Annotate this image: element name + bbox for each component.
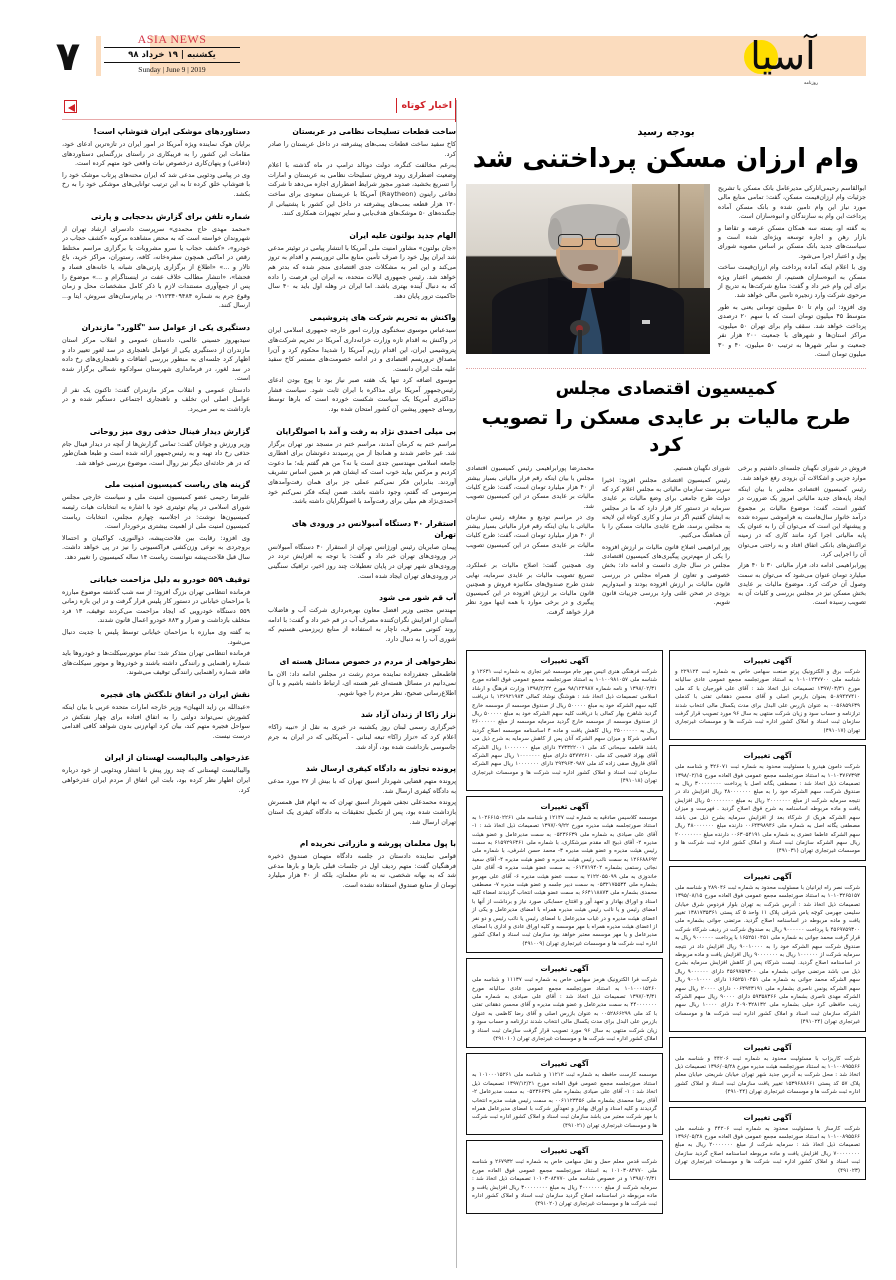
paragraph: ابوالقاسم رحیمی‌انارکی مدیرعامل بانک مسکن با تشریح جزئیات وام ارزان‌قیمت مسکن، گفت: تمامی منابع مالی مورد نیاز این وام تامین شده و بانک مسکن آماده پرداخت این وام به سازندگان و انبوه‌سازان است. <box>718 185 866 221</box>
play-triangle-icon <box>64 100 77 113</box>
legal-notices <box>466 650 866 1214</box>
paragraph: رئیس کمیسیون اقتصادی مجلس با بیان اینکه ایجاد پایه‌های جدید مالیاتی امروز یک ضرورت در کشور است، گفت: موضوع مالیات بر مجموع درآمد خانوار سال‌هاست به فراموشی سپرده شده و پیشنهاد این است که می‌توان آن را به عنوان یک پایه مالیاتی اجرا کرد مانند کاری که در زمینه تراکنش‌های بانکی اتفاق افتاد و به راحتی می‌توان آن را اجرایی کرد. <box>738 485 866 558</box>
paragraph: مراسم ختم به کرمان آمدند، مراسم ختم در مسجد نور تهران برگزار شد. غیر حاضر شدند و همانجا از من پرسیدند دعوتشان برای افطاری جامعه اسلامی مهندسین جدی است یا نه؟ من هم گفتم بله؛ ما دعوت کردیم و مرکس بیاید خوب است که ایشان هم بر همین اساس تشریف آوردند. بنابراین فکر نمی‌کنم عملی جز برای همان رفت‌وآمدهای مرسومی که گفتم، وجود داشته باشد. ضمن اینکه فکر نمی‌کنم خود احمدی‌نژاد هم میلی برای رفت‌وآمد با اصولگرایان داشته باشد. <box>268 439 456 506</box>
paragraph: فروش در شورای نگهبان جلسه‌ای داشتیم و برخی موارد جزیی و اشکالات آن بزودی رفع خواهد شد. <box>738 465 866 482</box>
paragraph: به گفته او، بسته سه همکان مسکن عرضه و تقاضا و بازار رهن و اجاره توسعه ویژه‌ای شده است و سیاست‌های جدید بانک مسکن بر اساس مصوبه شورای پول و اعتبار اجرا می‌شود. <box>718 224 866 260</box>
masthead <box>0 0 896 100</box>
short-news-body <box>62 493 250 562</box>
short-news-column-right <box>62 126 250 1268</box>
brand-name: ASIA NEWS <box>137 32 207 46</box>
paragraph: موسوی اضافه کرد تنها یک هفته صبر نیاز بود تا پوچ بودن ادعای رئیس‌جمهور آمریکا برای مذاکره با ایران ثابت شود. سیاست فشار حداکثری آمریکا یک سیاست شکست خورده است که بارها توسط روسای جمهور پیشین آن کشور امتحان شده بود. <box>268 376 456 414</box>
short-news-body <box>268 326 456 414</box>
short-news-headline: پرونده تجاوز به دادگاه کیفری ارسال شد <box>305 764 456 774</box>
short-news-article[interactable] <box>62 322 250 415</box>
short-news-body <box>62 766 250 795</box>
legal-notice-title: آگهی تغییرات <box>540 1146 589 1156</box>
short-news-headline: شماره تلفن برای گزارش بدحجابی و پارتی <box>90 211 250 221</box>
date-persian: یکشنبه | ۱۹ خرداد ۹۸ <box>128 50 216 60</box>
paragraph: فاطمعلی جعفرزاده نماینده مردم رشت در مجلس ادامه داد: الان ما نمی‌دانیم در مسائل هسته‌ای غیر هسته ای، ارتباط داشته باشیم و با آن اطلاع‌رسانی صحیح، نظر مردم را جویا شویم. <box>268 669 456 697</box>
paragraph: «عبدالله بن زاید النهیان» وزیر خارجه امارات متحده عربی با بیان اینکه کشورش نمی‌تواند دولتی را به اتفاق افتاده برای چهار نفتکش در سواحل فجیره متهم کند، بیان کرد اتهام‌زنی بدون شواهد کافی اقدامی درست نیست. <box>62 702 250 740</box>
short-news-headline: توقیف ۵۵۹ خودرو به دلیل مزاحمت خیابانی <box>89 574 250 584</box>
legal-notice-body: شرکت کاریزاب با مسئولیت محدود به شماره ثبت ۴۴۲۰۶ و شناسه ملی ۱۰۱۰۰۸۹۵۵۶۶ به استناد صورتجلسه هیئت مدیره مورخ ۱۳۹۶/۰۵/۲۸ تصمیمات ذیل اتخاذ شد : محل شرکت به آدرس جدید شهر تهران خیابان شریعتی خیابان معلم پلاک ۵۷ کد پستی ۱۵۳۹۶۸۸۶۶۱ تغییر یافت سازمان ثبت اسناد و املاک کشور اداره ثبت شرکت ها و موسسات غیرتجاری تهران (۴۹۱۰۴۴) <box>675 1055 860 1096</box>
short-news-headline: الهام جدید بولتون علیه ایران <box>349 230 456 240</box>
short-news-headline: بی میلی احمدی نژاد به رفت و آمد با اصولگرایان <box>276 426 456 436</box>
short-news-article[interactable] <box>62 752 250 795</box>
legal-notice-title: آگهی تغییرات <box>743 1042 792 1052</box>
legal-notice-title: آگهی تغییرات <box>743 751 792 761</box>
short-news-headline: ساخت قطعات تسلیحات نظامی در عربستان <box>292 127 456 136</box>
legal-notice[interactable] <box>669 866 866 1032</box>
paragraph: پور ابراهیمی اصلاح قانون مالیات بر ارزش افزوده را یکی از مهم‌ترین پیگیری‌های کمیسیون اقتصادی مجلس در سال جاری دانست و ادامه داد: بخش خصوصی و تعاون از همراه مجلس در بررسی قانون مالیات بر ارزش افزوده بودند و امیدواریم بزودی در صحن علنی وارد بررسی جزییات قانون شویم. <box>602 543 730 607</box>
short-news-headline: عذرخواهی والیبالیست لهستان از ایران <box>104 753 250 763</box>
feature-photo <box>466 184 710 354</box>
short-news-headline: نزار زاکا از زندان آزاد شد <box>360 710 456 720</box>
paragraph: وی با اعلام اینکه آماده پرداخت وام ارزان‌قیمت ساخت مسکن به انبوه‌سازان هستیم، از تخصیص اعتبار ویژه برای این وام خبر داد و گفت: منابع شرکت‌ها به تدریج از مرحوی شرکت وارد زنجیره تامین مالی خواهد شد. <box>718 264 866 300</box>
logo <box>742 26 824 88</box>
legal-notice[interactable] <box>669 650 866 740</box>
short-news-headline: آب قم شور می شود <box>379 593 456 603</box>
legal-notice[interactable] <box>669 1107 866 1180</box>
short-news-headline: گزارش دیدار فینال حذفی روی میز روحانی <box>89 426 250 436</box>
short-news-article[interactable] <box>62 126 250 200</box>
legal-notice-title: آگهی تغییرات <box>540 964 589 974</box>
paragraph: «جان بولتون» مشاور امنیت ملی آمریکا با انتشار پیامی در توئیتر مدعی شد ایران پول خود را صرف تأمین منابع مالی تروریسم و اقدام به تروز می‌کند و این امر به مشکلات جدی اقتصادی منجر شده که بدتر هم خواهد شد. رئیس جمهوری ایالات متحده، به ایران این فرصت را داده که به دنبال آینده بهتری باشد. اما ایران در وهله اول باید به ۴۰ سال حاکمیت ترور پایان دهد. <box>268 243 456 300</box>
legal-notice[interactable] <box>669 745 866 860</box>
logo-subtext: روزنامه <box>804 81 818 86</box>
photo-microphone-stem <box>578 330 582 354</box>
legal-notice-title: آگهی تغییرات <box>540 656 589 665</box>
legal-notice-title: آگهی تغییرات <box>743 656 792 665</box>
paragraph: قوامی نماینده دادستان در جلسه دادگاه متهمان صندوق ذخیره فرهنگیان گفت: متهم ردیف اول در جلسات قبلی بارها و بارها مدعی شد که به بهانه شخصی، نه به نام معلمان، بلکه از ۴۰ هزار میلیارد تومان از منابع صندوق استفاده نشده است. <box>268 852 456 889</box>
feature-body-col-1 <box>466 464 594 617</box>
feature-headline: وام ارزان مسکن پرداختنی شد <box>472 144 860 174</box>
page-number: ۷ <box>55 34 81 80</box>
logo-text: آسیا <box>750 34 816 78</box>
paragraph: خبرگزاری رسمی لبنان روز یکشنبه در خبری به نقل از «نبیه زاکا» اعلام کرد که «نزار زاکا» تبعه لبنانی - آمریکایی که در ایران به جرم جاسوسی بازداشت شده بود، آزاد شد. <box>268 723 456 751</box>
paragraph: والیبالیست لهستانی که چند روز پیش با انتشار ویدئویی از خود درباره ایران اظهار نظر کرده بود، بابت این اتفاق از مردم ایران عذرخواهی کرد. <box>62 766 250 794</box>
paragraph: دادستان عمومی و انقلاب مرکز مازندران گفت: تاکنون یک نفر از عوامل اصلی این تخلف و ناهنجاری اجتماعی دستگیر شده و در بازداشت به سر می‌برد. <box>62 385 250 414</box>
paragraph: «محمد مهدی حاج محمدی» سرپرست دادسرای ارشاد تهران از شهروندان خواسته است که به محض مشاهده مرکوبه «کشف حجاب در خودرو»، «کشف حجاب یا سرو مشروبات یا برگزاری مراسم مختلط رقص در اماکنی همچون سفره‌خانه، کافه، رستوران، مراکز خرید، باغ تالار و ...» «اطلاع از برگزاری پارتی‌های شبانه یا خانه‌های فساد و فحشا»، «انتشار مطالب خلاف عفت در اینستاگرام و ...» موضوع را پس از جمع‌آوری مستندات لازم با ذکر کامل مشخصات محل و زمان وقوع جرم به شماره ۰۹۱۲۳۴۰۹۴۸۴ در پیام‌رسان‌های سروش، ایتا و... ارسال کنند. <box>62 224 250 310</box>
section-title: اخبار کوتاه <box>396 98 456 113</box>
paragraph: محمدرضا پورابراهیمی رئیس کمیسیون اقتصادی مجلس با بیان اینکه رقم فرار مالیاتی بسیار بیشتر از ۴۰ هزار میلیارد تومان است، گفت: طرح کلیات مالیات بر عایدی مسکن در این کمیسیون تصویب شد. <box>466 465 594 510</box>
short-news-article[interactable] <box>268 763 456 827</box>
legal-notice-body: شرکت فرهنگی هنری اتیس مهر جام موسسه غیر تجاری به شماره ثبت ۱۲۶۳۱ و شناسه ملی ۱۰۱۰۰۹۸۱۰۵۷ به استناد صورتجلسه مجمع عمومی فوق العاده مورخ ۱۳۹۸/۰۲/۳۱ و نامه شماره ۹۸/۱۲۴۹۸۷ مورخ ۱۳۹۸/۲/۲۲ وزارت فرهنگ و ارشاد اسلامی تصمیمات ذیل اتخاذ شد : هوشنگ نوشاد کمالی ۱۳۶۹۲۱۹۸۳ با دریافت کلیه سهم الشرکه خود به مبلغ ۵۰۰۰۰۰ ریال از صندوق موسسه از موسسه خارج گردید شاهرخ بهار کمالی با دریافت کلیه سهم الشرکه خود به مبلغ ۵۰۰۰۰۰ ریال از صندوق موسسه از موسسه خارج گردید سرمایه موسسه از مبلغ ۲۶۰۰۰۰۰۰ ریال به ۲۵۰۰۰۰۰۰ ریال کاهش یافت و ماده ۴ اساسنامه موسسه اصلاح گردید اسامی شرکا و میزان سهم الشرکه آنان پس از کاهش سرمایه به شرح ذیل می باشد فاطمه سبحانی کد ملی ۴۷۳۳۲۲۰۰۱ دارای مبلغ ۱۰۰۰۰۰۰۰ ریال الشرکه آقای بهزاد لاهیجی کد ملی ۵۴۷۷۲۶۱۰ دارای مبلغ ۱۰۰۰۰۰۰۰ ریال سهم الشرکه آقای فاروق صفی زاده کد ملی ۲۹۴۹۶۳۰۹۸۷ دارای ۱۰۰۰۰۰۰۰ ریال سهم الشرکه سازمان ثبت اسناد و املاک کشور اداره ثبت شرکت ها و موسسات غیرتجاری تهران (۴۹۱۰۱۸) <box>472 669 658 785</box>
short-news-headline: گزینه های ریاست کمیسیون امنیت ملی <box>104 480 250 490</box>
feature-kicker: بودجه رسید <box>637 127 695 138</box>
photo-subject-glasses <box>558 234 620 247</box>
legal-notice[interactable] <box>466 650 663 791</box>
paragraph: وی همچنین گفت: اصلاح مالیات بر عملکرد، تسریع تصویب مالیات بر عایدی سرمایه، نهایی شدن طرح صندوق‌های مکانیزه فروش و همچنین قانون مالیات بر ارزش افزوده در این کمیسیون پیگیری و در برخی موارد با همه اینها مورد نظر قرار خواهد گرفت. <box>466 562 594 616</box>
date-english: Sunday | June 9 | 2019 <box>138 65 206 74</box>
short-news-article[interactable] <box>268 656 456 699</box>
paragraph: پرونده متهم قضایی شهردار اسبق تهران که با بیش از ۲۷ مورد مدعی به دادگاه کیفری ارسال شد. <box>268 777 456 795</box>
paragraph: کاخ سفید ساخت قطعات بمب‌های پیشرفته در داخل عربستان را صادر کرد. <box>268 140 456 158</box>
legal-notice-title: آگهی تغییرات <box>743 871 792 881</box>
short-news-body <box>62 336 250 415</box>
short-news-article[interactable] <box>62 479 250 562</box>
feature-lead-row <box>466 184 866 361</box>
legal-notice-body: شرکت برق و الکترونیک پرتو صنعت سهامی خاص به شماره ثبت ۲۲۹۱۲۴ و شناسه ملی ۱۰۱۰۱۲۳۷۷۰۰ به استناد صورتجلسه مجمع عمومی عادی سالیانه مورخ ۱۳۹۷/۰۳/۳۱ تصمیمات ذیل اتخاذ شد : آقای علی قورجیان با کد ملی ۵۰۸۹۴۲۷۴۱۰ بعنوان بازرس اصلی و آقای محسن دهقانی تفتی با کدملی ۰۰۵۶۸۵۹۶۳۹ به عنوان بازرس علی البدل برای مدت یکسال مالی انتخاب شدند ترازنامه و حساب سود و زیان شرکت منتهی به سال ۹۶ مورد تصویب قرار گرفت سازمان ثبت اسناد و املاک کشور اداره ثبت شرکت ها و موسسات غیرتجاری تهران (۴۹۱۰۱۷) <box>675 669 861 734</box>
paragraph: سیدبهروز حسینی عالمی، دادستان عمومی و انقلاب مرکز استان مازندران از دستگیری یکی از عوامل ناهنجاری در سد لغور تعییر داد و اظهار کرد جلسه‌ای به منظور بررسی اتفاقات و ناهنجاری‌های رخ داده در سد لغور، در فرمانداری شهرستان سوادکوه شمالی برگزار شده است. <box>62 335 250 383</box>
masthead-band-right <box>818 36 866 76</box>
legal-notice-body: شرکت فرا الکترونیک هرمز سهامی خاص به شماره ثبت ۱۱۱۳۷ و شناسه ملی ۱۰۱۰۰۰۱۵۴۶۰ به استناد صورتجلسه مجمع عمومی عادی سالیانه مورخ ۱۳۹۷/۰۳/۳۱ تصمیمات ذیل اتخاذ شد : آقای علی صیادی به شماره ملی ۴۴۰۰۰۰۰۰۰ به سمت مدیرعامل و عضو هیئت مدیره و آقای محسن دهقانی تفتی با کد ملی ۰۰۵۲۸۶۶۲۹۹ به عنوان بازرس اصلی و آقای رضا کاظمی به عنوان بازرس علی البدل برای مدت یکسال مالی انتخاب شدند ترازنامه و حساب سود و زیان شرکت منتهی به سال ۹۶ مورد تصویب قرار گرفت سازمان ثبت اسناد و املاک کشور اداره ثبت شرکت ها و موسسات غیرتجاری تهران (۴۹۱۰۱۰) <box>472 977 657 1043</box>
paragraph: وی در پیامی ودئویی مدعی شد که ایران محنه‌های پرتاب موشک خود را با فتوشاپ خلق کرده تا به این ترتیب توانایی‌های موشکی خود را به رخ بکشد. <box>62 170 250 198</box>
short-news-article[interactable] <box>268 709 456 752</box>
legal-notice-body: موسسه کلاسیس صادقیه به شماره ثبت ۱۲۱۴۷ و شناسه ملی ۱۰۲۶۶۱۵۰۲۲۶۱ به استناد صورتجلسه هیئت مدیره مورخ ۱۳۹۷/۰۹/۲۲ تصمیمات ذیل اتخاذ شد : ۱- آقای علی صیادی به شماره ملی ۰۵۲۳۶۶۳۹ به سمت مدیرعامل و عضو هیئت مدیره ۲- آقای ذبیح اله مقدم میرشکاری، با شماره ملی ۶۱۵۹۲۹۶۳۶۱ به سمت رئیس هیئت مدیره و عضو هیئت مدیره ۳- محمد حسن اشرفی، با شماره ملی ۱۲۶۶۸۸۶۹۲ به سمت نائب رئیس هیئت مدیره و عضو هیئت مدیره ۴- آقای سعید نجاتی رستمی بشماره ۰۶۱۴۷۱۹۴۰۲ به سمت عضو هیئت مدیره ۵- آقای علی خاندوزی به ملی ۲۱۲۲۰۵۵۰۹۹ به سمت عضو هیئت مدیره ۶- آقای علی مهرجو بشماره ملی ۰۵۳۲۱۷۵۵۳۴ به سمت دبیر جلسه و عضو هیئت مدیره ۷- مصطفی محمدی بشماره ملی ۶۶۴۱۱۸۸۷۳ به سمت عضو هیئت انتخاب گردیدند امضاء کلیه اسناد و اوراق بهادار و تعهد آور و افتتاح حسابکی صورد نیاز و برداشت از آنها با امضای رئیس و یا نائب رئیس هیئت مدیره همراه با امضای مدیرعامل و یکی از اعضای هیئت مدیره و در غیاب مدیرعامل با امضای رئیس یا نائب رئیس و دو نفر از اعضای هیئت مدیره همراه با مهر موسسه و کلیه اوراق عادی و اداری با امضای مدیرعامل و یا مهر موسسه معتبر خواهد بود سازمان ثبت اسناد و املاک کشور اداره ثبت شرکت ها و موسسات غیرتجاری تهران (۴۹۱۰۰۹) <box>472 814 658 947</box>
paragraph: پورابراهیمی ادامه داد، فرار مالیاتی ۳۰ تا ۴۰ هزار میلیارد تومان عنوان می‌شود که می‌توان به سمت وصول آن حرکت کرد. موضوع مالیات بر عایدی بخش مسکن نیز در مجلس بررسی و کلیات آن به تصویب رسیده است. <box>738 562 866 607</box>
short-news-headline: نظرخواهی از مردم در خصوص مسائل هسته ای <box>279 656 456 666</box>
paragraph: وی افزود: این وام تا ۵۰ میلیون تومانی یعنی به طور متوسط ۴۵ میلیون تومان است که با سهم ۲۰ درصدی پرداخت خواهد شد. سقف وام برای تهران ۵۰ میلیون، مراکز استان‌ها و شهرهای با جمعیت ۲۰۰ هزار نفر جمعیت و سایر شهرها به ترتیب ۵۰ میلیون، ۴۰ و ۳۰ میلیون تومان است. <box>718 303 867 358</box>
short-news-body <box>62 140 250 200</box>
short-news-body <box>62 588 250 678</box>
feature-body-columns <box>466 464 866 619</box>
paragraph: مهندس مجتبی وزیر افضل معاون بهره‌برداری شرکت آب و فاضلاب استان از افزایش نگران‌کننده مصرف آب در قم خبر داد و گفت: با ادامه روند کنونی مصرف، ناچار به استفاده از منابع زیرزمینی هستیم که شوری آب را به دنبال دارد. <box>268 606 456 643</box>
feature-body-col-3 <box>738 464 866 607</box>
short-news-body <box>62 440 250 469</box>
short-news-article[interactable] <box>268 230 456 302</box>
short-news-article[interactable] <box>268 838 456 890</box>
paragraph: برایان هوک نماینده ویژه آمریکا در امور ایران در تازه‌ترین ادعای خود، مقامات این کشور را به فریبکاری در راستای بزرگنمایی دستاوردهای (دفاعی) و پنهان‌کاری درخصوص نیات واقعی خود متهم کرده است. <box>62 140 250 168</box>
feature-subhead-line1: کمیسیون اقتصادی مجلس <box>555 379 777 400</box>
legal-notice-body: موسسه کارست حافظه به شماره ثبت ۱۱۲۱۲ و شناسه ملی ۱۰۱۰۰۰۱۵۲۶۱ به استناد صورتجلسه مجمع عمومی فوق العاده مورخ ۱۳۹۷/۱۲/۲۱ تصمیمات ذیل اتخاذ شد : ۱- آقای علی صیادی بشماره ملی ۰۵۲۳۶۶۳۹ به سمت مدیرعامل ۲- آقای رضا محمدی بشماره ملی ۰۰۶۱۱۲۳۴۵۶ به سمت رئیس هیئت مدیره انتخاب گردیدند و کلیه اسناد و اوراق بهادار و تعهدآور شرکت با امضای مدیرعامل همراه با مهر شرکت معتبر می باشد سازمان ثبت اسناد و املاک کشور اداره ثبت شرکت ها و موسسات غیرتجاری تهران (۴۹۱۰۲۱) <box>472 1072 657 1129</box>
paragraph: وی در مراسم تودیع و معارفه رئیس سازمان مالیاتی با بیان اینکه رقم فرار مالیاتی بسیار بیشتر از ۴۰ هزار میلیارد تومان است، گفت: طرح کلیات مالیات بر عایدی مسکن در این کمیسیون تصویب شد. <box>466 513 594 558</box>
paragraph: پرونده محمدعلی نجفی شهردار اسبق تهران که به اتهام قتل همسرش بازداشت شده بود، پس از تکمیل تحقیقات به دادگاه کیفری یک استان تهران ارسال شد. <box>268 798 456 826</box>
paragraph: فرمانده انتظامی تهران متذکر شد: تمام موتورسیکلت‌ها و خودروها باید شماره راهنمایی و رانندگی داشته باشند و خودروها و موتور سیکلت‌های فاقد شماره راهنمایی رانندگی توقیف می‌شوند. <box>62 649 250 677</box>
paragraph: وزیر ورزش و جوانان گفت: تمامی گزارش‌ها از آنچه در دیدار فینال جام حذفی رخ داد تهیه و به رئیس‌جمهور ارائه شده است و طبعا همان‌طور که در هر حادثه‌ای دیگر نیز روال است، موضوع بررسی خواهد شد. <box>62 439 250 467</box>
short-news-column-left <box>268 126 456 1268</box>
short-news-headline: با پول معلمان پورشه و مازراتی نخریده ام <box>299 839 456 849</box>
paragraph: به گفته وی مبارزه با مزاحمان خیابانی توسط پلیس با جدیت دنبال می‌شود. <box>62 627 250 646</box>
photo-subject-mouth <box>578 264 598 271</box>
legal-notice[interactable] <box>466 1053 663 1135</box>
column-divider <box>456 100 457 1268</box>
paragraph: شورای نگهبان هستیم. <box>673 465 730 473</box>
short-news-headline: دستگیری یکی از عوامل سد "گلورد" مازندران <box>81 322 250 332</box>
short-news-body <box>268 852 456 890</box>
short-news-headline: استقرار ۴۰ دستگاه آمبولانس در ورودی های تهران <box>291 518 456 539</box>
short-news-body <box>62 703 250 741</box>
paragraph: فرمانده انتظامی تهران بزرگ افزود: از سه شب گذشته موضوع مبارزه با مزاحمان خیابانی در دستور کار پلیس قرار گرفت و در این بازه زمانی ۵۵۹ دستگاه خودرویی که ایجاد مزاحمت می‌کردند توقیف، ۱۳ فرد متخلف بازداشت و ضرار و ۸۸۳ خودرو اعمال قانون شدند. <box>62 587 250 625</box>
short-news-body <box>268 244 456 302</box>
short-news-headline: نقش ایران در اتفاق تلنگکش های فجیره <box>100 689 250 699</box>
short-news-article[interactable] <box>62 574 250 678</box>
short-news-zone <box>62 126 456 1268</box>
short-news-article[interactable] <box>62 426 250 469</box>
paragraph: پیمان صابریان رئیس اورژانس تهران از استقرار ۴۰ دستگاه آمبولانس در ورودی‌های تهران خبر داد و گفت: با توجه به افزایش تردد در ورودی‌های شهر تهران در پایان تعطیلات چند روز اخیر، ترافیک سنگینی در ورودی‌های تهران ایجاد شده است. <box>268 542 456 580</box>
paragraph: علیرضا رحیمی عضو کمیسیون امنیت ملی و سیاست خارجی مجلس شورای اسلامی در پیام توئیتری خود با اشاره به انتخابات هیات رئیسه کمیسیون‌ها نوشت: در اجلاسیه چهارم مجلس، انتخابات ریاست کمیسیون امنیت ملی از اهمیت بیشتری برخوردار است. <box>62 493 250 531</box>
notices-column-right <box>466 650 663 1214</box>
legal-notice-body: شرکت کارساز با مسئولیت محدود به شماره ثبت ۴۴۲۰۶ و شناسه ملی ۱۰۱۰۰۸۹۵۵۶۶ به استناد صورتجلسه مجمع عمومی فوق العاده مورخ ۱۳۹۶/۰۵/۲۸ تصمیمات ذیل اتخاذ شد : سرمایه شرکت از مبلغ ۲۰۰۰۰۰۰۰ ریال به مبلغ ۷۰۰۰۰۰۰۰۰ ریال افزایش یافت و ماده مربوطه اساسنامه اصلاح گردید سازمان ثبت اسناد و املاک کشور اداره ثبت شرکت ها و موسسات غیرتجاری تهران (۴۹۱۰۲۳) <box>675 1125 860 1174</box>
short-news-headline: واکنش به تحریم شرکت های پتروشیمی <box>309 313 456 323</box>
short-news-body <box>268 606 456 644</box>
photo-lapel-pin <box>642 320 650 324</box>
paragraph: رئیس کمیسیون اقتصادی مجلس افزود: اخیرا سرپرست سازمان مالیاتی به مجلس اعلام کرد که دولت طرح جامعی برای وضع مالیات بر عایدی سرمایه در دستور کار قرار دارد که ما در مجلس به ایشان گفتیم اگر در ساز و کاری کوتاه این لایحه به مجلس برسد، طرح عایدی مالیات مسکن را با آن هماهنگ می‌کنیم. <box>602 476 730 540</box>
paragraph: وی افزود: رقابت بین فلاحت‌پیشه، ذوالنوری، کواکبیان و احتمالا بروجردی به نوعی وزن‌کشی فراکسیونی را نیز در پی خواهد داشت. سال قبل فلاحت‌پیشه نتوانست ریاست ۱۴ ساله کمیسیون را تغییر دهد. <box>62 533 250 561</box>
legal-notice-body: شرکت قدس معلم حمل و نقل سهامی خاص به شماره ثبت ۲۶۷۹۳۲ و شناسه ملی ۱۰۱۰۳۰۸۴۷۷۰ به استناد صورتجلسه مجمع عمومی فوق العاده مورخ ۱۳۹۸/۰۲/۳۱ و در خصوص شناسه ملی ۱۰۱۰۳۰۸۴۷۷۰ تصمیمات ذیل اتخاذ شد : سرمایه شرکت از مبلغ ۴۰۰۰۰۰۰۰ ریال به مبلغ ۳۰۰۰۰۰۰۰۰ ریال افزایش یافت و ماده مربوطه در اساسنامه اصلاح گردید سازمان ثبت اسناد و املاک کشور اداره ثبت شرکت ها و موسسات غیرتجاری تهران (۴۹۱۰۲۰) <box>472 1159 658 1208</box>
legal-notice-title: آگهی تغییرات <box>540 1059 589 1069</box>
short-news-body <box>268 670 456 699</box>
short-news-article[interactable] <box>62 211 250 311</box>
masthead-info <box>104 32 240 75</box>
short-news-body <box>268 777 456 827</box>
short-news-article[interactable] <box>268 592 456 644</box>
short-news-article[interactable] <box>268 518 456 581</box>
section-bar <box>62 98 456 120</box>
short-news-article[interactable] <box>268 426 456 507</box>
divider-top <box>104 47 240 48</box>
short-news-body <box>268 140 456 219</box>
short-news-body <box>268 723 456 752</box>
short-news-headline: دستاوردهای موشکی ایران فتوشاپ است! <box>93 127 250 136</box>
legal-notice[interactable] <box>466 1140 663 1213</box>
legal-notice-title: آگهی تغییرات <box>743 1112 792 1122</box>
short-news-body <box>268 543 456 581</box>
legal-notice[interactable] <box>669 1037 866 1102</box>
feature-lead-text <box>718 184 866 361</box>
feature-subhead-line2: طرح مالیات بر عایدی مسکن را تصویب کرد <box>481 406 851 457</box>
feature-body-col-2 <box>602 464 730 607</box>
short-news-article[interactable] <box>62 689 250 741</box>
legal-notice-body: شرکت نصر راه ایرانیان با مسئولیت محدود به شماره ثبت ۲۸۹۰۴۶ و شناسه ملی ۱۰۱۰۳۲۶۵۱۵۷ به استناد صورتجلسه مجمع عمومی فوق العاده مورخ ۱۳۹۵/۰۸/۱۵ تصمیمات ذیل اتخاذ شد : آدرس شرکت به تهران بلوار فردوس شرق خیابان سلیمی جهرمی کوچه یاس شرقی پلاک ۱۱ واحد ۵ کد پستی ۱۳۸۱۷۳۵۳۶۱ تغییر یافت و ماده مربوطه در اساسنامه اصلاح گردید. مرتضی جوانی بشماره ملی ۴۵۶۹۷۵۹۳۰۰ با پرداخت ۹۰۰۰۰۰۰ ریال به صندوق شرکت در ردیف شرکاء شرکت قرار گرفت محمد جوانی به شماره ملی ۱۶۵۲۵۱۰۴۵۱ با پرداخت ۹۰۰۰۰۰۰ ریال به صندوق شرکت سهم الشرکه خود را به ۹۰۰۱۰۰۰۰ ریال افزایش داد در نتیجه سرمایه شرکت از ۱۰۰۰۰۰۰ ریال به ۹۰۰۰۰۰۰۰ ریال افزایش یافت و ماده مربوطه در اساسنامه اصلاح گردید. لیست شرکاء پس از کاهش افزایش سرمایه بشرح ذیل می باشد مرتضی جوانی بشماره ملی ۴۵۶۹۷۵۹۳۰۰ دارای ۹۰۰۰۰۰۰ ریال سهم الشرکه محمد جوانی به شماره ملی ۱۶۵۲۵۱۰۴۵۱ دارای ۹۰۰۱۰۰۰۰ ریال سهم الشرکه یونس ناصری بشماره ملی ۰۰۶۴۹۴۳۱۹۱ دارای ۲۰۰۰۰ ریال سهم الشرکه مهدی ناصری بشماره ملی ۵۹۳۵۸۳۶۶ دارای ۹۰۰۰۰ ریال سهم الشرکه زینب حافظی کرد خیلی بشماره ملی ۲۰۹۰۳۲۸۱۳۲ دارای ۱۰۰۰۰ ریال سهم الشرکه سازمان ثبت اسناد و املاک کشور اداره ثبت شرکت ها و موسسات غیرتجاری تهران (۴۹۱۰۲۴) <box>675 884 861 1026</box>
notices-column-left <box>669 650 866 1214</box>
feature-lead-body <box>718 184 866 359</box>
legal-notice-body: شرکت دامون هیدرو با مسئولیت محدود به شماره ثبت ۳۲۶۰۷۱ و شناسه ملی ۱۰۱۰۳۷۶۷۳۹۳ به استناد صورتجلسه مجمع عمومی فوق العاده مورخ ۱۳۹۸/۰۲/۱۵ تصمیمات ذیل اتخاذ شد : مصطفی یگانه اصل با پرداخت ۳۰۰۰۰۰۰۰۰ ریال به صندوق شرکت، سهم الشرکه خود را به مبلغ ۴۸۰۰۰۰۰۰۰ ریال افزایش داد در نتیجه سرمایه شرکت از مبلغ ۲۰۰۰۰۰۰۰ ریال به مبلغ ۵۰۰۰۰۰۰۰۰ ریال افزایش یافت و ماده مربوطه اساسنامه به شرح فوق اصلاح گردید . فهرست و میزان سهم الشرکه هریک از شرکاء بعد از افزایش سرمایه بشرح ذیل می باشد مصطفی یگانه اصل به شماره ملی ۰۰۶۴۳۹۸۹۴۶ دارنده مبلغ ۴۸۰۰۰۰۰۰۰ ریال سهم الشرکه عاطما عضری به شماره ملی ۰۰۶۳۰۵۴۱۹۱ دارنده مبلغ ۲۰۰۰۰۰۰۰۰ ریال سهم الشرکه سازمان ثبت اسناد و املاک کشور اداره ثبت شرکت ها و موسسات غیرتجاری تهران (۴۹۱۰۳۱) <box>675 764 861 855</box>
paragraph: به‌رغم مخالفت کنگره، دولت دونالد ترامپ در ماه گذشته با اعلام وضعیت اضطراری روند فروش تسلیحات نظامی به عربستان و امارات را تسریع بخشید، صدور مجوز شرایط اضطراری اجازه می‌دهد تا شرکت دفاعی راینون (Raytheon) آمریکا با عربستان سعودی برای ساخت ۱۲۰ هزار قطعه بمب‌های پیشرفته در داخل این کشور با پشتیبانی از جنگنده‌های ۵۰ موشک‌های هدف‌یابی و سایر تجهیزات همکاری کنند. <box>268 161 456 218</box>
short-news-body <box>268 440 456 507</box>
legal-notice-title: آگهی تغییرات <box>540 801 589 811</box>
photo-door <box>632 184 704 288</box>
legal-notice[interactable] <box>466 796 663 954</box>
horizontal-rule <box>466 368 866 369</box>
short-news-article[interactable] <box>268 312 456 414</box>
photo-door-line <box>678 184 680 288</box>
paragraph: سیدعباس موسوی سخنگوی وزارت امور خارجه جمهوری اسلامی ایران در واکنش به اقدام تازه وزارت خزانه‌داری آمریکا در تحریم شرکت‌های پتروشیمی ایران، این اقدام رژیم آمریکا را شدیدا محکوم کرد و آن‌را مصداق تروریسم اقتصادی و در ادامه خصومت‌های مستمر کاخ سفید علیه ملت ایران دانست. <box>268 326 456 373</box>
legal-notice[interactable] <box>466 958 663 1048</box>
divider-bottom <box>104 62 240 63</box>
short-news-article[interactable] <box>268 126 456 219</box>
masthead-rule <box>96 36 101 76</box>
short-news-body <box>62 225 250 311</box>
